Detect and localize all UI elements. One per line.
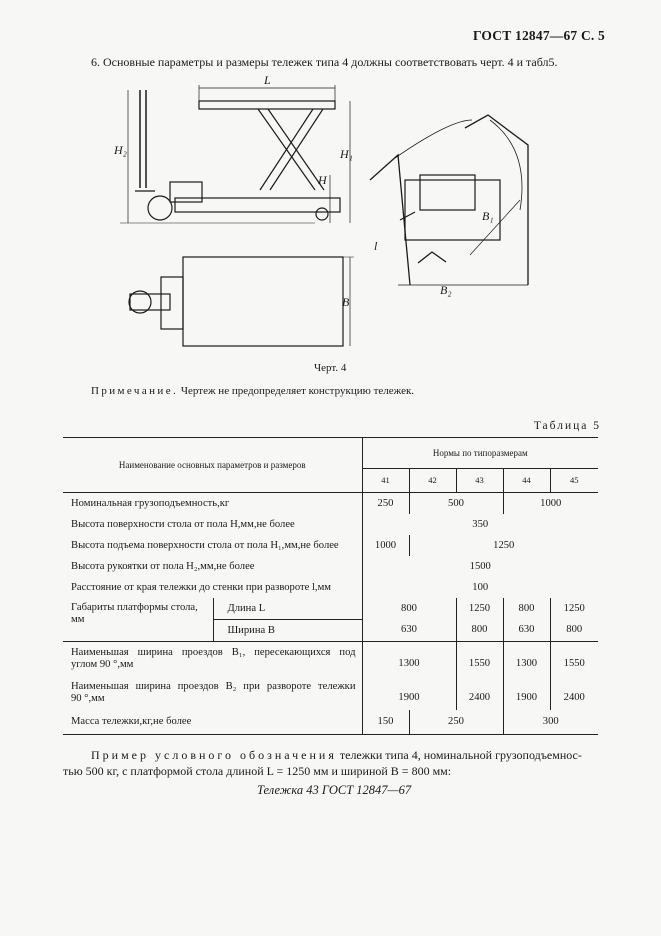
cell: 630 [362, 620, 456, 642]
cell: 1250 [409, 535, 598, 556]
table-header-row-1 [63, 438, 598, 469]
size-45: 45 [550, 468, 598, 492]
table-caption: Таблица 5 [533, 420, 601, 432]
cell: 2400 [550, 676, 598, 710]
row-label-line: Наименьшая ширина проездов B₁, пересекающихся под [71, 647, 356, 658]
cell: 2400 [456, 676, 503, 710]
row-label: Номинальная грузоподъемность,кг [71, 497, 230, 509]
cell: 1000 [362, 535, 409, 556]
cell: 1900 [362, 676, 456, 710]
base-frame [175, 198, 340, 212]
note [91, 385, 414, 397]
label-B1: B₁ [482, 209, 494, 223]
figure-caption: Черт. 4 [314, 362, 347, 374]
cell: 1250 [456, 598, 503, 620]
platform-plan [183, 257, 343, 346]
size-42: 42 [409, 468, 456, 492]
cell: 1500 [362, 556, 598, 577]
rear-wheel [316, 208, 328, 220]
row-label: Габариты платформы стола, мм [71, 602, 198, 625]
note-title: Примечание. [91, 385, 179, 397]
row-label-line: 90 °,мм [71, 693, 105, 704]
row-label: Высота поверхности стола от пола H,мм,не более [71, 518, 295, 530]
row-label-line: Наименьшая ширина проездов B₂ при развороте тележки [71, 681, 356, 692]
cell: 350 [362, 514, 598, 535]
cell: 1900 [503, 676, 550, 710]
cell: 300 [503, 710, 598, 735]
front-wheel [148, 196, 172, 220]
cell: 1300 [503, 642, 550, 677]
table-row [63, 598, 598, 620]
cell: 500 [409, 493, 503, 515]
cell: 1000 [503, 493, 598, 515]
example-continuation: тью 500 кг, с платформой стола длиной L = 1250 мм и шириной B = 800 мм: [63, 764, 452, 778]
header-param: Наименование основных параметров и размеров [63, 438, 362, 493]
header-norms: Нормы по типоразмерам [362, 438, 598, 469]
row-label: Расстояние от края тележки до стенки при развороте l,мм [71, 581, 331, 593]
size-41: 41 [362, 468, 409, 492]
cell: 1550 [550, 642, 598, 677]
table-row [63, 577, 598, 598]
label-B: B [342, 295, 350, 309]
cell: 800 [550, 620, 598, 642]
label-H: H [318, 173, 327, 187]
trolley-drawing [110, 73, 550, 309]
designation-example: Тележка 43 ГОСТ 12847—67 [257, 783, 412, 797]
table-row [63, 493, 598, 515]
cell: 1550 [456, 642, 503, 677]
cell: 800 [362, 598, 456, 620]
table-row [63, 556, 598, 577]
table-row [63, 514, 598, 535]
row-label: Высота подъема поверхности стола от пола H₁,мм,не более [71, 539, 339, 551]
cell: 800 [456, 620, 503, 642]
section-intro: 6. Основные параметры и размеры тележек типа 4 должны соответствовать черт. 4 и табл5. [91, 55, 558, 69]
size-43: 43 [456, 468, 503, 492]
table-row [63, 535, 598, 556]
cell: 150 [362, 710, 409, 735]
row-label: Масса тележки,кг,не более [63, 710, 362, 735]
cell: 1250 [550, 598, 598, 620]
label-L: L [264, 73, 271, 87]
label-B2: B₂ [440, 283, 452, 297]
cell: 1300 [362, 642, 456, 677]
cell: 250 [362, 493, 409, 515]
parameters-table [63, 437, 598, 735]
table-row [63, 710, 598, 735]
platform-side [199, 101, 335, 109]
row-label: Высота рукоятки от пола H₂,мм,не более [71, 560, 255, 572]
label-H1: H₁ [340, 147, 353, 161]
label-H2: H₂ [114, 143, 127, 157]
example-title: Пример условного обозначения [91, 748, 337, 762]
row-label-line: углом 90 °,мм [71, 659, 134, 670]
wall-left [370, 155, 410, 285]
page-header: ГОСТ 12847—67 С. 5 [472, 28, 605, 43]
note-text: Чертеж не предопределяет конструкцию тележек. [178, 385, 415, 397]
table-row [63, 676, 598, 710]
size-44: 44 [503, 468, 550, 492]
cell: 630 [503, 620, 550, 642]
row-label [63, 642, 362, 677]
row-sublabel: Ширина B [213, 620, 362, 642]
row-sublabel: Длина L [213, 598, 362, 620]
cell: 800 [503, 598, 550, 620]
example-paragraph [91, 746, 601, 764]
example-text: тележки типа 4, номинальной грузоподъемнос- [336, 748, 582, 762]
label-l: l [374, 239, 378, 253]
cell: 250 [409, 710, 503, 735]
row-label [63, 676, 362, 710]
cell: 100 [362, 577, 598, 598]
table-row [63, 642, 598, 677]
